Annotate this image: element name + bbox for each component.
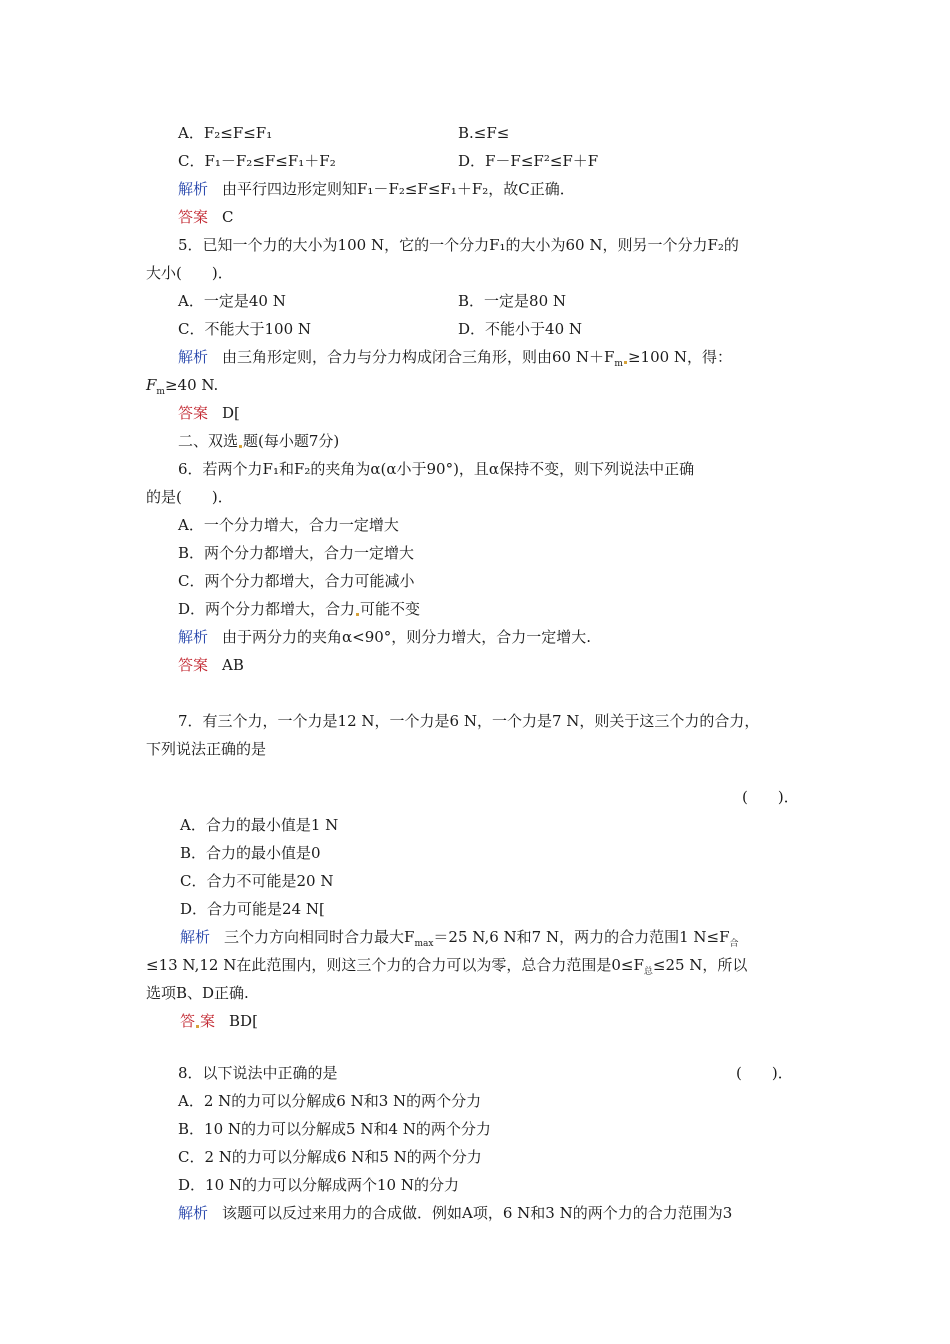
q8-option-b: B．10 N的力可以分解成5 N和4 N的两个分力 (178, 1120, 491, 1138)
q5-analysis-part: ≥100 N，得： (627, 348, 733, 366)
answer-label-part: 答 (180, 1012, 196, 1030)
q7-analysis-part: 三个力方向相同时合力最大F (224, 928, 415, 946)
q4-option-b: B.≤F≤ (458, 124, 510, 142)
q7-stem-line1: 7．有三个力，一个力是12 N，一个力是6 N，一个力是7 N，则关于这三个力的合力， (178, 712, 760, 730)
q4-option-a: A．F₂≤F≤F₁ (178, 124, 273, 142)
q5-analysis-line2 (146, 375, 218, 395)
q5-analysis-subscript: m (156, 387, 165, 397)
q5-analysis-part: ≥40 N. (164, 376, 219, 394)
q5-stem-line1: 5．已知一个力的大小为100 N，它的一个分力F₁的大小为60 N，则另一个分力F₂的 (178, 236, 739, 254)
analysis-label: 解析 (180, 928, 211, 946)
q5-option-a: A．一定是40 N (178, 292, 286, 310)
q8-analysis: 该题可以反过来用力的合成做．例如A项，6 N和3 N的两个力的合力范围为3 (222, 1204, 733, 1222)
q7-option-a: A．合力的最小值是1 N (180, 816, 339, 834)
q7-option-d: D．合力可能是24 N[ (180, 900, 325, 918)
answer-label: 答案 (178, 208, 209, 226)
q6-option-c: C．两个分力都增大，合力可能减小 (178, 572, 415, 590)
speck-mark (239, 445, 242, 448)
q6-option-b: B．两个分力都增大，合力一定增大 (178, 544, 415, 562)
q6-answer-line (178, 655, 244, 675)
q7-analysis-line3: 选项B、D正确. (146, 984, 249, 1002)
q7-analysis-subscript: 合 (729, 939, 739, 949)
q7-answer: BD[ (229, 1012, 258, 1030)
q8-stem: 8．以下说法中正确的是 (178, 1064, 338, 1082)
q6-analysis-line (178, 627, 591, 647)
section-title-part: 二、双选 (178, 432, 239, 450)
q6-stem-line2: 的是( )． (146, 488, 233, 506)
q8-answer-blank: ( )． (736, 1064, 793, 1082)
q6-option-d-part: 可能不变 (360, 600, 421, 618)
q8-option-c: C．2 N的力可以分解成6 N和5 N的两个分力 (178, 1148, 482, 1166)
q7-option-b: B．合力的最小值是0 (180, 844, 321, 862)
q6-option-a: A．一个分力增大，合力一定增大 (178, 516, 399, 534)
q5-stem-line2: 大小( )． (146, 264, 233, 282)
q7-analysis-line1 (180, 927, 739, 947)
section-title (178, 431, 339, 451)
q6-option-d-part: D．两个分力都增大，合力 (178, 600, 356, 618)
answer-label: 答案 (178, 656, 209, 674)
q4-answer-line (178, 207, 234, 227)
q5-analysis-subscript: m (614, 359, 623, 369)
q4-option-d: D．F－F≤F²≤F＋F (458, 152, 599, 170)
q6-analysis: 由于两分力的夹角α<90°，则分力增大，合力一定增大. (222, 628, 592, 646)
q6-answer: AB (222, 656, 244, 674)
q7-analysis-line2 (146, 955, 747, 975)
analysis-label: 解析 (178, 180, 209, 198)
q5-analysis-var: F (146, 376, 157, 394)
q7-analysis-part: ＝25 N,6 N和7 N，两力的合力范围1 N≤F (433, 928, 730, 946)
q7-answer-line (180, 1011, 258, 1031)
speck-mark (356, 613, 359, 616)
q6-stem-line1: 6．若两个力F₁和F₂的夹角为α(α小于90°)，且α保持不变，则下列说法中正确 (178, 460, 695, 478)
q7-stem-line2: 下列说法正确的是 (146, 740, 267, 758)
q8-option-a: A．2 N的力可以分解成6 N和3 N的两个分力 (178, 1092, 482, 1110)
q5-answer: D[ (222, 404, 240, 422)
q5-analysis-part: 由三角形定则，合力与分力构成闭合三角形，则由60 N＋F (222, 348, 615, 366)
q4-answer: C (222, 208, 234, 226)
answer-label-part: 案 (200, 1012, 216, 1030)
q4-analysis: 由平行四边形定则知F₁－F₂≤F≤F₁＋F₂，故C正确． (222, 180, 575, 198)
analysis-label: 解析 (178, 348, 209, 366)
q7-analysis-subscript: 总 (643, 967, 653, 977)
q6-option-d (178, 599, 420, 619)
section-title-part: 题(每小题7分) (243, 432, 340, 450)
q7-option-c: C．合力不可能是20 N (180, 872, 334, 890)
speck-mark (196, 1025, 199, 1028)
analysis-label: 解析 (178, 1204, 209, 1222)
q7-answer-blank: ( )． (742, 788, 799, 806)
q7-analysis-part: ≤25 N，所以 (652, 956, 748, 974)
q5-analysis-line1 (178, 347, 732, 367)
q5-option-d: D．不能小于40 N (458, 320, 583, 338)
analysis-label: 解析 (178, 628, 209, 646)
q5-option-b: B．一定是80 N (458, 292, 567, 310)
q7-analysis-part: ≤13 N,12 N在此范围内，则这三个力的合力可以为零，总合力范围是0≤F (146, 956, 644, 974)
q8-option-d: D．10 N的力可以分解成两个10 N的分力 (178, 1176, 459, 1194)
q7-analysis-subscript: max (414, 939, 434, 949)
speck-mark (624, 361, 627, 364)
answer-label: 答案 (178, 404, 209, 422)
q8-analysis-line (178, 1203, 732, 1223)
q4-analysis-line (178, 179, 575, 199)
q5-answer-line (178, 403, 240, 423)
q5-option-c: C．不能大于100 N (178, 320, 312, 338)
q4-option-c: C．F₁－F₂≤F≤F₁＋F₂ (178, 152, 336, 170)
